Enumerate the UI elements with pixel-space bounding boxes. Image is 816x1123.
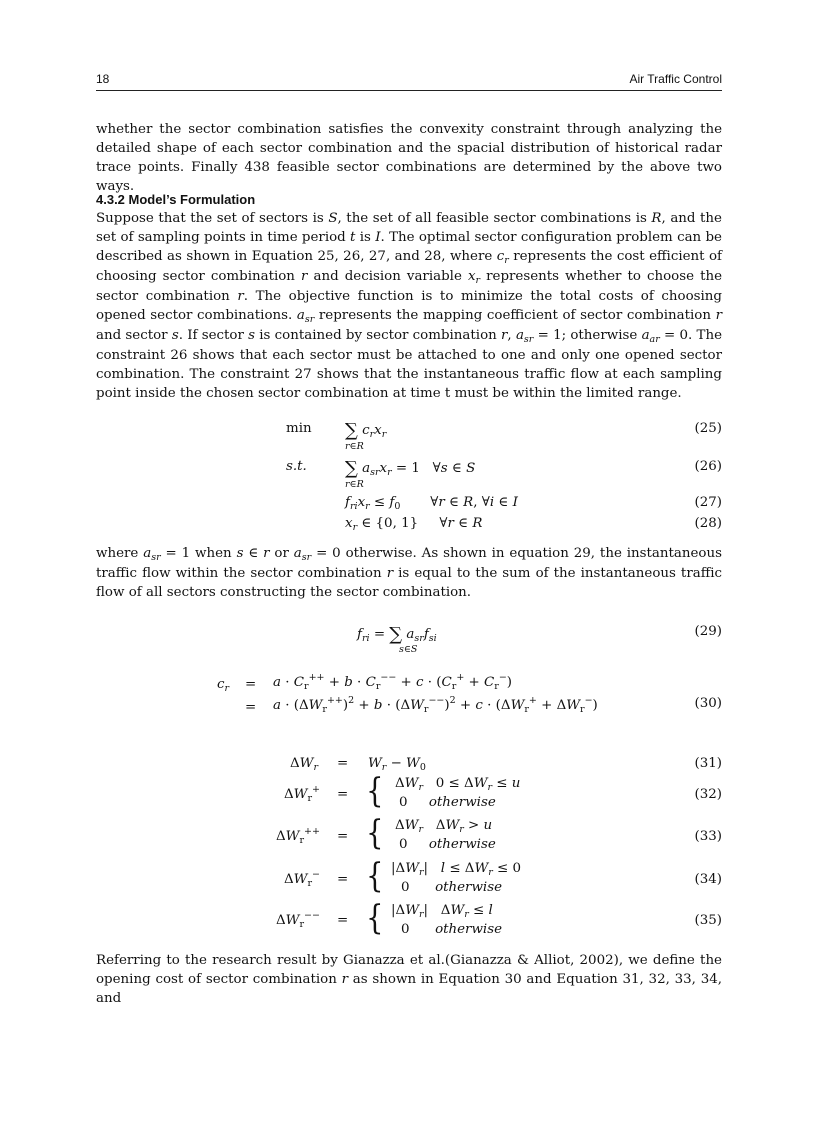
eq26-st: s.t. (286, 459, 307, 474)
eq32-number: (32) (694, 787, 722, 802)
eq27-number: (27) (694, 495, 722, 510)
eq30-number: (30) (694, 696, 722, 711)
eq31-rhs: $W_r - W_0$ (368, 756, 426, 773)
page-number: 18 (96, 72, 110, 86)
section-heading: 4.3.2 Model’s Formulation (96, 192, 256, 207)
eq34-case2: 0 otherwise (401, 880, 502, 895)
eq32-lhs: $\Delta W_r^+$ (284, 784, 320, 804)
eq25-number: (25) (694, 421, 722, 436)
eq33-case2: 0 otherwise (399, 837, 496, 852)
eq32-brace: { (366, 771, 384, 811)
eq31-number: (31) (694, 756, 722, 771)
eq26-subscript: r∈R (345, 479, 364, 490)
eq33-lhs: $\Delta W_r^{++}$ (276, 826, 320, 846)
eq35-case2: 0 otherwise (401, 922, 502, 937)
paragraph-2: Suppose that the set of sectors is S, the set of all feasible sector combinations is R, and the set of sampling points in time period t is I. The optimal sector configuration problem can be described as shown in Equation 25, 26, 27, and 28, where $c_r$ represents the cost efficient of choosing sector combination r and decision variable $x_r$ represents whether to choose the sector combination r. The objective function is to minimize the total costs of choosing opened sector combinations. $a_{sr}$ represents the mapping coefficient of sector combination r and sector s. If sector s is contained by sector combination r, $a_{sr} = 1$; otherwise $a_{ar} = 0$. The constraint 26 shows that each sector must be attached to one and only one opened sector combination. The constraint 27 shows that the instantaneous traffic flow at each sampling point inside the chosen sector combination at time t must be within the limited range. (96, 211, 723, 401)
eq25-subscript: r∈R (345, 441, 364, 452)
eq34-lhs: $\Delta W_r^-$ (284, 869, 320, 889)
eq27-body: $f_{ri}x_r \le f_0$ ∀r ∈ R, ∀i ∈ I (345, 495, 518, 512)
eq34-number: (34) (694, 872, 722, 887)
eq28-body: $x_r$ ∈ {0, 1} ∀r ∈ R (345, 516, 483, 533)
eq35-case1: $|\Delta W_r|$ $\Delta W_r \le l$ (391, 903, 493, 920)
eq35-number: (35) (694, 913, 722, 928)
eq32-eq: = (337, 787, 349, 802)
eq31-lhs: $\Delta W_r$ (290, 756, 318, 773)
eq30-line2: $a \cdot (\Delta W_r^{++})^2 + b \cdot (\Delta W_r^{--})^2 + c \cdot (\Delta W_r^+ + \Delta W_r^-)$ (273, 695, 598, 715)
eq33-eq: = (337, 829, 349, 844)
eq35-lhs: $\Delta W_r^{--}$ (276, 910, 320, 930)
eq35-brace: { (366, 898, 384, 938)
eq31-eq: = (337, 756, 349, 771)
eq32-case1: $\Delta W_r$ $0 \le \Delta W_r \le u$ (395, 776, 521, 793)
eq28-number: (28) (694, 516, 722, 531)
eq29-number: (29) (694, 624, 722, 639)
eq26-body: ∑ $a_{sr}x_r = 1$ ∀s ∈ S (345, 458, 476, 479)
paragraph-4: Referring to the research result by Gianazza et al.(Gianazza & Alliot, 2002), we define the opening cost of sector combination r as shown in Equation 30 and Equation 31, 32, 33, 34, and (96, 953, 722, 1006)
eq34-eq: = (337, 872, 349, 887)
eq33-number: (33) (694, 829, 722, 844)
eq25-min: min (286, 421, 312, 436)
eq33-brace: { (366, 813, 384, 853)
paragraph-3: where $a_{sr} = 1$ when s ∈ r or $a_{sr} = 0$ otherwise. As shown in equation 29, the instantaneous traffic flow within the sector combination r is equal to the sum of the instantaneous traffic flow of all sectors constructing the sector combination. (96, 546, 722, 600)
eq29-subscript: s∈S (399, 644, 418, 655)
eq30-eq2: = (245, 700, 257, 715)
paragraph-1: whether the sector combination satisfies the convexity constraint through analyzing the detailed shape of each sector combination and the spacial distribution of historical radar trace points. Finally 438 feasible sector combinations are determined by the above two ways. (96, 122, 722, 194)
running-title: Air Traffic Control (629, 72, 722, 86)
eq30-eq1: = (245, 677, 257, 692)
eq25-body: ∑ $c_rx_r$ (345, 420, 387, 441)
eq34-brace: { (366, 856, 384, 896)
eq33-case1: $\Delta W_r$ $\Delta W_r > u$ (395, 818, 493, 835)
page-header (96, 72, 722, 90)
eq32-case2: 0 otherwise (399, 795, 496, 810)
header-rule (96, 90, 722, 91)
eq35-eq: = (337, 913, 349, 928)
eq26-number: (26) (694, 459, 722, 474)
eq30-lhs: $c_r$ (217, 677, 230, 694)
eq29-body: $f_{ri}$ = ∑ $a_{sr}f_{si}$ (357, 624, 437, 645)
eq30-line1: $a \cdot C_r^{++} + b \cdot C_r^{--} + c \cdot (C_r^+ + C_r^-)$ (273, 672, 513, 692)
eq34-case1: $|\Delta W_r|$ $l \le \Delta W_r \le 0$ (391, 861, 522, 878)
